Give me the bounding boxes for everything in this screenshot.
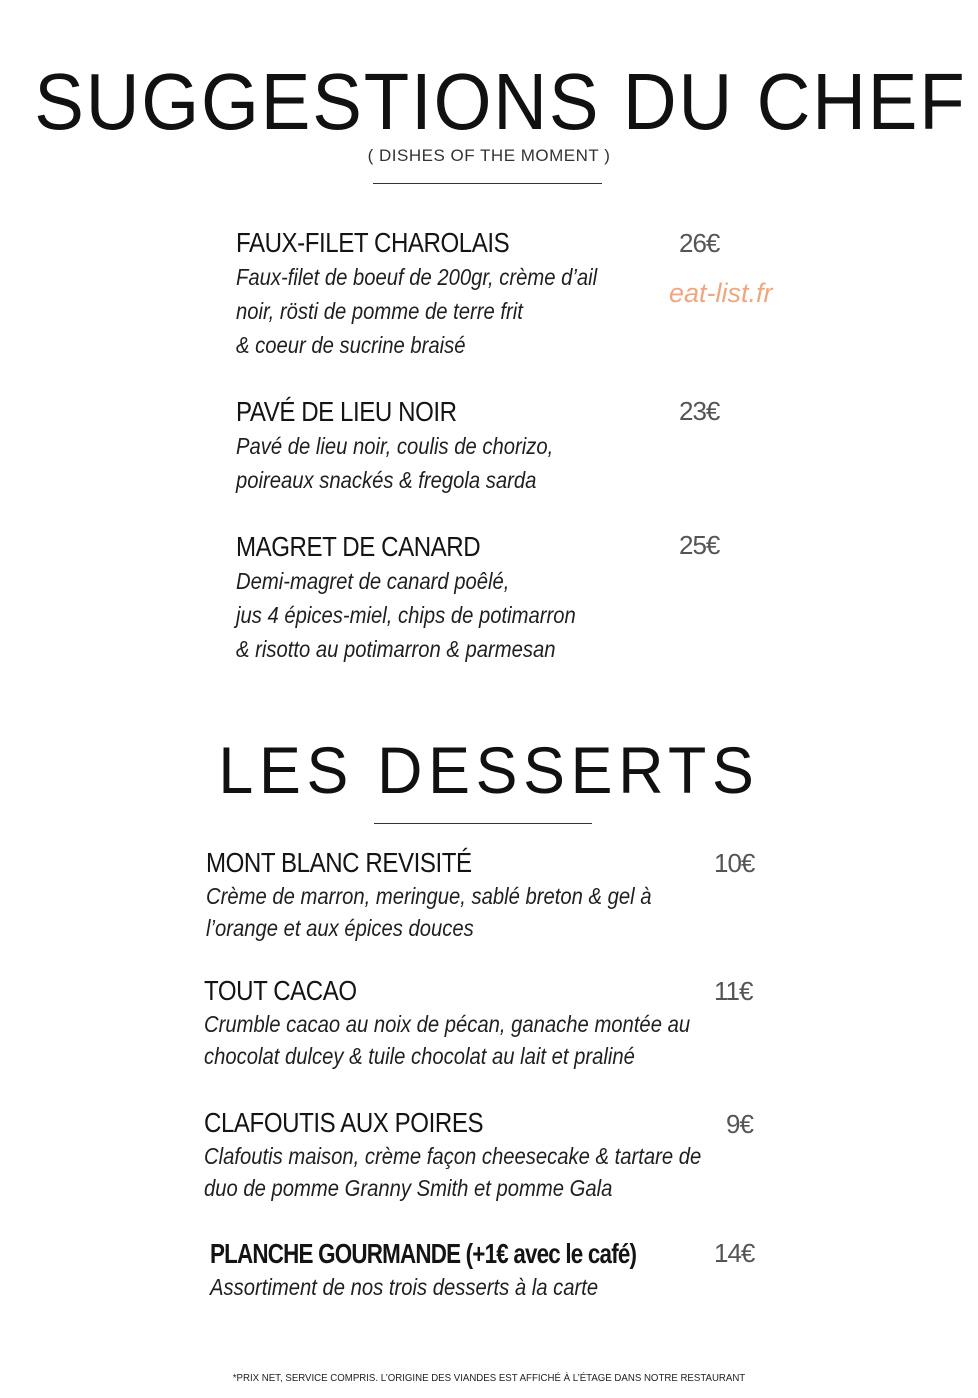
desserts-divider [374,823,592,824]
item-description: Clafoutis maison, crème façon cheesecake & tartare de duo de pomme Granny Smith et pomme Gala [204,1143,702,1201]
item-price: 25€ [679,530,720,560]
menu-item-tout-cacao [204,974,756,1072]
item-name: TOUT CACAO [204,975,357,1006]
menu-item-magret-canard [236,530,622,666]
item-description: Faux-filet de boeuf de 200gr, crème d’ail noir, rösti de pomme de terre frit & coeur de sucrine braisé [236,264,598,358]
item-description: Assortiment de nos trois desserts à la carte [210,1274,599,1300]
item-name: FAUX-FILET CHAROLAIS [236,227,510,258]
item-name: MONT BLANC REVISITÉ [206,847,472,878]
menu-item-faux-filet [236,226,646,362]
item-price: 23€ [679,396,720,426]
title-divider [373,183,602,184]
item-price: 14€ [714,1238,755,1268]
menu-item-mont-blanc [206,846,712,944]
item-description: Crème de marron, meringue, sablé breton & gel à l’orange et aux épices douces [206,883,652,941]
item-name: PLANCHE GOURMANDE (+1€ avec le café) [210,1238,637,1269]
item-price: 11€ [714,976,753,1006]
footer-note: *PRIX NET, SERVICE COMPRIS. L’ORIGINE DES VIANDES EST AFFICHÉ À L’ÉTAGE DANS NOTRE RESTAURANT [232,1372,746,1384]
item-description: Crumble cacao au noix de pécan, ganache montée au chocolat dulcey & tuile chocolat au lait et praliné [204,1011,691,1069]
menu-item-planche-gourmande [210,1237,743,1303]
item-price: 26€ [679,228,720,258]
item-description: Pavé de lieu noir, coulis de chorizo, poireaux snackés & fregola sarda [236,433,554,493]
chef-suggestions-title: SUGGESTIONS DU CHEF [34,57,967,146]
item-name: PAVÉ DE LIEU NOIR [236,396,457,427]
item-name: MAGRET DE CANARD [236,531,481,562]
watermark: eat-list.fr [669,278,773,308]
item-name: CLAFOUTIS AUX POIRES [204,1107,484,1138]
menu-item-pave-lieu-noir [236,395,597,497]
desserts-title: LES DESSERTS [218,733,760,807]
item-price: 9€ [726,1109,753,1139]
item-price: 10€ [714,848,755,878]
menu-item-clafoutis [204,1106,769,1204]
item-description: Demi-magret de canard poêlé, jus 4 épices-miel, chips de potimarron & risotto au potimarron & parmesan [236,568,576,662]
chef-suggestions-subtitle: ( DISHES OF THE MOMENT ) [367,146,611,165]
